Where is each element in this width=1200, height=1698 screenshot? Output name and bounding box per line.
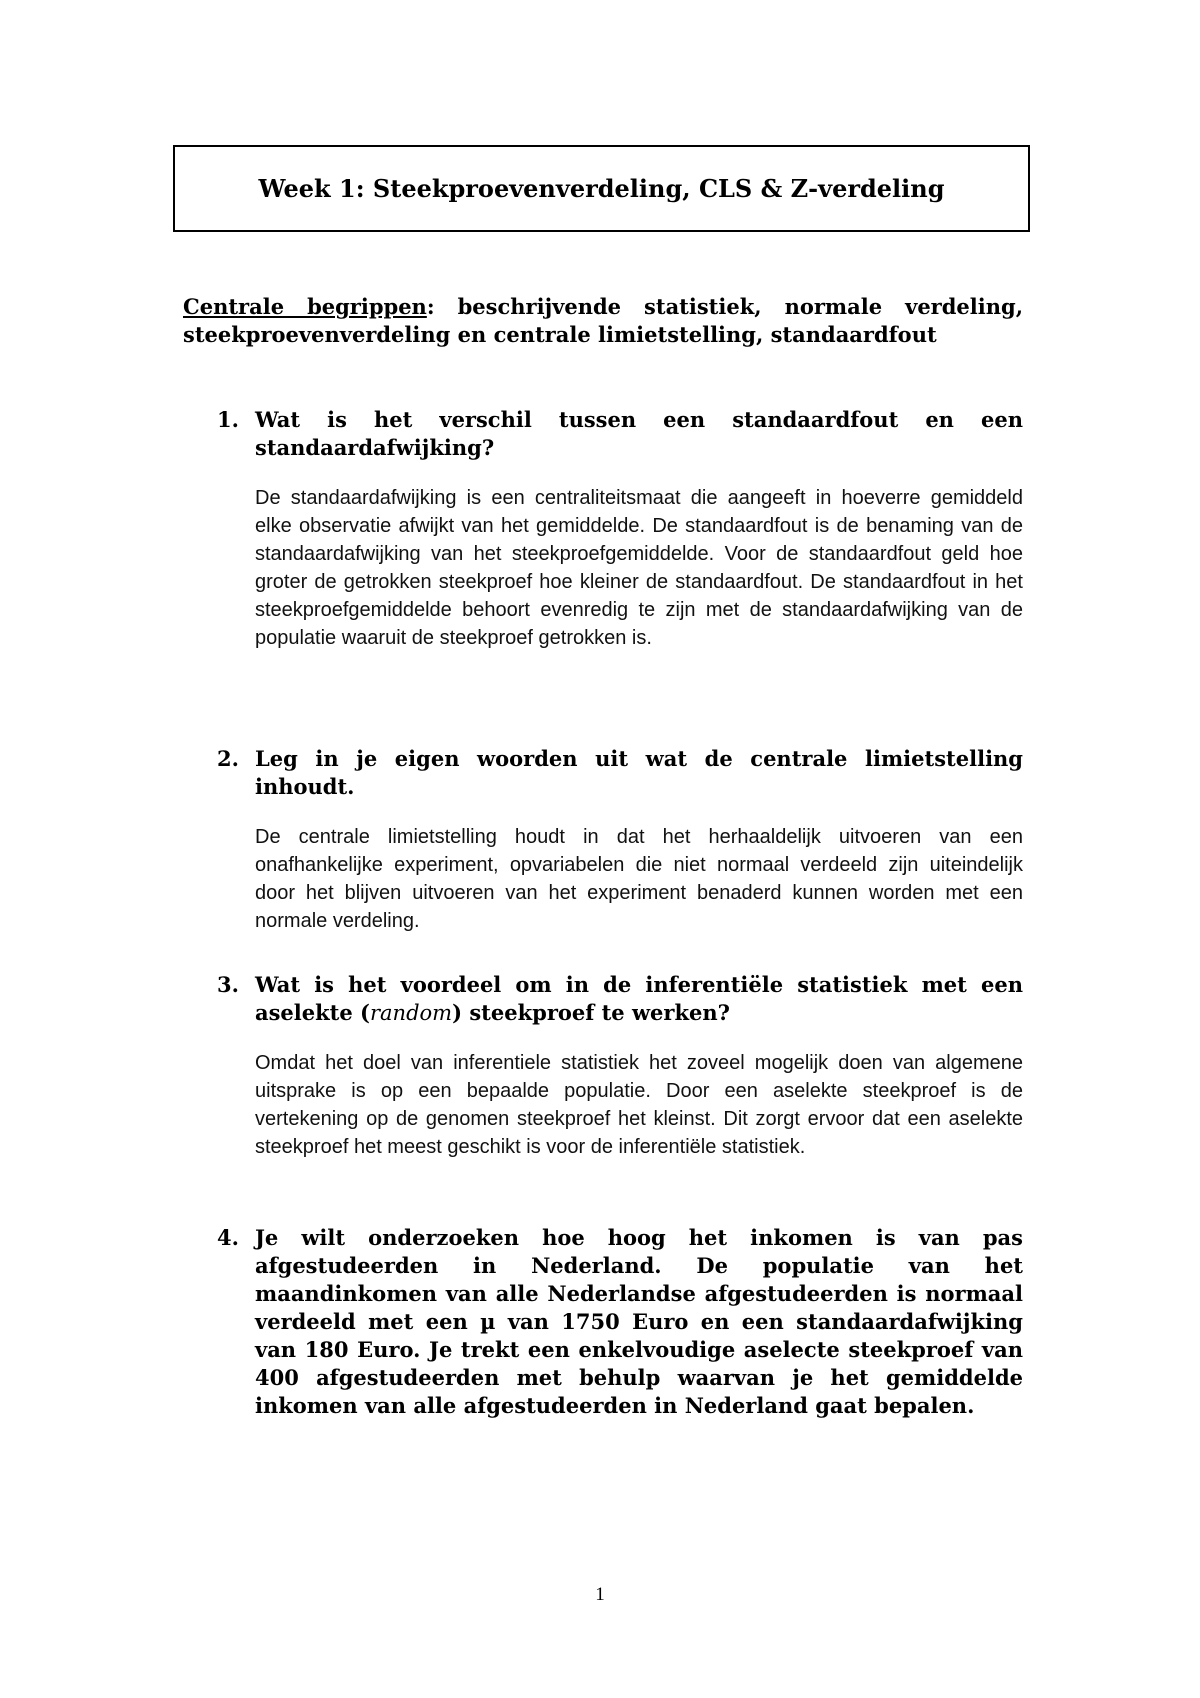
answer-text: Omdat het doel van inferentiele statistiek het zoveel mogelijk doen van algemene uitsprake is op een bepaalde populatie. Door een aselekte steekproef is de vertekening op de genomen steekproef het kleinst. Dit zorgt ervoor dat een aselekte steekproef het meest geschikt is voor de inferentiële statistiek. [255,1052,1023,1158]
title-box [173,145,1030,232]
question-number: 3. [217,972,239,997]
question-1 [217,406,1023,652]
concepts-text: : beschrijvende statistiek, normale verdeling, steekproevenverdeling en centrale limietstelling, standaardfout [183,294,1024,347]
question-text: Je wilt onderzoeken hoe hoog het inkomen is van pas afgestudeerden in Nederland. De populatie van het maandinkomen van alle Nederlandse afgestudeerden is normaal verdeeld met een µ van 1750 Euro en een standaardafwijking van 180 Euro. Je trekt een enkelvoudige aselecte steekproef van 400 afgestudeerden met behulp waarvan je het gemiddelde inkomen van alle afgestudeerden in Nederland gaat bepalen. [255,1225,1023,1418]
answer-text: De centrale limietstelling houdt in dat het herhaaldelijk uitvoeren van een onafhankelijke experiment, opvariabelen die niet normaal verdeeld zijn uiteindelijk door het blijven uitvoeren van het experiment benaderd kunnen worden met een normale verdeling. [255,826,1023,932]
question-text: Wat is het verschil tussen een standaardfout en een standaardafwijking? [255,407,1023,460]
answer-text: De standaardafwijking is een centraliteitsmaat die aangeeft in hoeverre gemiddeld elke observatie afwijkt van het gemiddelde. De standaardfout is de benaming van de standaardafwijking van het steekproefgemiddelde. Voor de standaardfout geld hoe groter de getrokken steekproef hoe kleiner de standaardfout. De standaardfout in het steekproefgemiddelde behoort evenredig te zijn met de standaardafwijking van de populatie waaruit de steekproef getrokken is. [255,487,1023,649]
page-title: Week 1: Steekproevenverdeling, CLS & Z-verdeling [258,174,945,203]
question-text-after: ) steekproef te werken? [452,1000,730,1025]
question-heading [217,971,1023,1027]
question-2 [217,745,1023,935]
concepts-label: Centrale begrippen [183,294,427,319]
question-text: Leg in je eigen woorden uit wat de centrale limietstelling inhoudt. [255,746,1023,799]
question-text-before: Wat is het voordeel om in de inferentiële statistiek met een aselekte ( [255,972,1023,1025]
question-heading [217,406,1023,462]
question-4 [217,1224,1023,1420]
question-number: 4. [217,1225,239,1250]
question-heading [217,745,1023,801]
question-heading [217,1224,1023,1420]
central-concepts [183,293,1023,349]
question-number: 2. [217,746,239,771]
question-number: 1. [217,407,239,432]
question-3 [217,971,1023,1161]
page-number: 1 [595,1584,605,1605]
question-text-italic: random [370,1001,453,1025]
